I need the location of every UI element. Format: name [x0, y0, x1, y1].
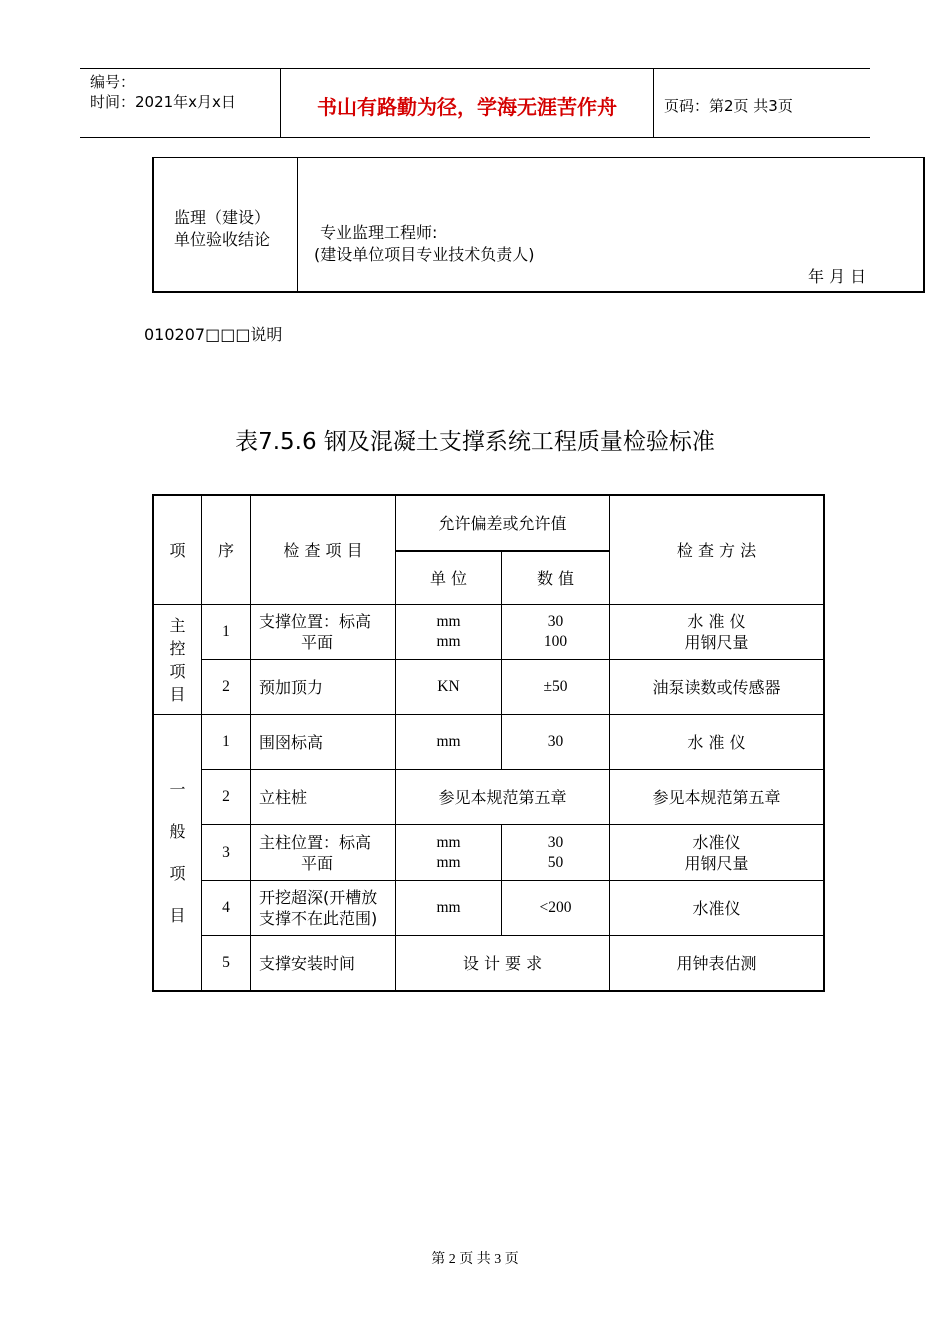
general-row-1-value: 30 [547, 733, 564, 750]
general-group-label: 一般项目 [169, 779, 186, 925]
general-row-1-item: 围囹标高 [259, 732, 324, 752]
table-border-bottom [152, 990, 825, 992]
general-row-3-seq: 3 [222, 843, 230, 861]
general-row-3-method-line1: 水准仪 [692, 832, 741, 852]
general-row-3-method-line2: 用钢尺量 [684, 853, 749, 873]
general-row-3-item [251, 825, 395, 880]
document-time: 时间：2021年x月x日 [90, 93, 236, 111]
supervision-label-cell [154, 158, 298, 291]
general-row-3-unit-line1: mm [436, 833, 461, 851]
general-row-3-value-line1: 30 [547, 833, 564, 851]
general-row-2-method: 参见本规范第五章 [652, 787, 781, 807]
general-row-5-seq: 5 [222, 954, 230, 971]
general-row-1-seq: 1 [222, 733, 230, 750]
supervision-label-line1: 监理（建设） [174, 208, 271, 227]
general-row-5-merged: 设 计 要 求 [462, 953, 543, 973]
general-row-2-merged: 参见本规范第五章 [438, 787, 567, 807]
main-row-1-value-line1: 30 [547, 613, 564, 630]
main-row-1-item-line2: 平面 [301, 633, 334, 652]
general-row-3-item-line1: 主柱位置：标高 [259, 832, 372, 852]
general-row-1-method: 水 准 仪 [687, 732, 746, 752]
main-row-1-value [502, 605, 609, 659]
general-row-5-method: 用钟表估测 [676, 953, 757, 973]
general-row-5-item: 支撑安装时间 [259, 953, 356, 973]
engineer-label: 专业监理工程师: [320, 223, 438, 242]
date-label: 年 月 日 [808, 267, 867, 286]
table-border-right [823, 494, 825, 992]
main-row-1-unit [396, 605, 501, 659]
motto: 书山有路勤为径，学海无涯苦作舟 [317, 95, 617, 119]
general-row-3-item-line2: 平面 [301, 853, 334, 873]
quality-table [152, 494, 825, 992]
header-check-item: 检 查 项 目 [283, 540, 363, 560]
general-row-4-item [251, 881, 395, 935]
page-footer: 第 2 页 共 3 页 [431, 1252, 519, 1267]
supervision-label-line2: 单位验收结论 [174, 230, 271, 249]
header-page-cell [654, 69, 870, 137]
general-row-4-method: 水准仪 [692, 898, 741, 918]
general-row-4-item-line1: 开挖超深(开槽放 [259, 888, 378, 907]
main-row-1-method-line1: 水 准 仪 [687, 612, 746, 631]
main-row-1-item-line1: 支撑位置：标高 [259, 612, 372, 631]
general-row-3-method [610, 825, 823, 880]
note-label: 010207□□□说明 [144, 325, 283, 344]
page-info: 页码：第2页 共3页 [664, 97, 793, 115]
main-group-label: 主控项目 [169, 615, 186, 704]
main-row-1-method [610, 605, 823, 659]
main-row-1-item [251, 605, 395, 659]
general-row-4-unit: mm [436, 899, 461, 916]
header-item: 项 [169, 540, 186, 560]
general-row-1-unit: mm [436, 733, 461, 750]
main-row-1-value-line2: 100 [543, 633, 568, 650]
supervision-box [152, 157, 925, 293]
general-row-2-seq: 2 [222, 788, 230, 805]
main-row-1-method-line2: 用钢尺量 [684, 633, 749, 652]
main-row-2-method: 油泵读数或传感器 [652, 677, 781, 697]
general-row-4-seq: 4 [222, 899, 230, 916]
general-row-4-value: <200 [539, 899, 572, 916]
header-seq: 序 [217, 540, 234, 560]
main-row-2-value: ±50 [543, 678, 568, 695]
general-row-3-unit-line2: mm [436, 853, 461, 871]
main-row-2-seq: 2 [222, 678, 230, 695]
main-row-1-seq: 1 [222, 623, 230, 640]
main-row-1-unit-line1: mm [436, 613, 461, 630]
header-method: 检 查 方 法 [676, 540, 757, 560]
general-row-4-item-line2: 支撑不在此范围) [259, 909, 378, 928]
header-tolerance: 允许偏差或允许值 [438, 513, 567, 533]
owner-label: (建设单位项目专业技术负责人) [314, 245, 535, 264]
main-row-2-unit: KN [437, 678, 460, 695]
header-meta [80, 69, 281, 137]
header-motto-cell [281, 69, 654, 137]
page-header [80, 68, 870, 138]
general-row-3-value-line2: 50 [547, 853, 564, 871]
main-row-2-item: 预加顶力 [259, 677, 324, 697]
document-number: 编号： [90, 73, 136, 91]
general-row-3-value [502, 825, 609, 880]
main-row-1-unit-line2: mm [436, 633, 461, 650]
table-title: 表7.5.6 钢及混凝土支撑系统工程质量检验标准 [235, 429, 715, 455]
general-row-2-item: 立柱桩 [259, 787, 308, 807]
general-row-3-unit [396, 825, 501, 880]
header-unit: 单 位 [429, 568, 468, 588]
header-value: 数 值 [536, 568, 575, 588]
